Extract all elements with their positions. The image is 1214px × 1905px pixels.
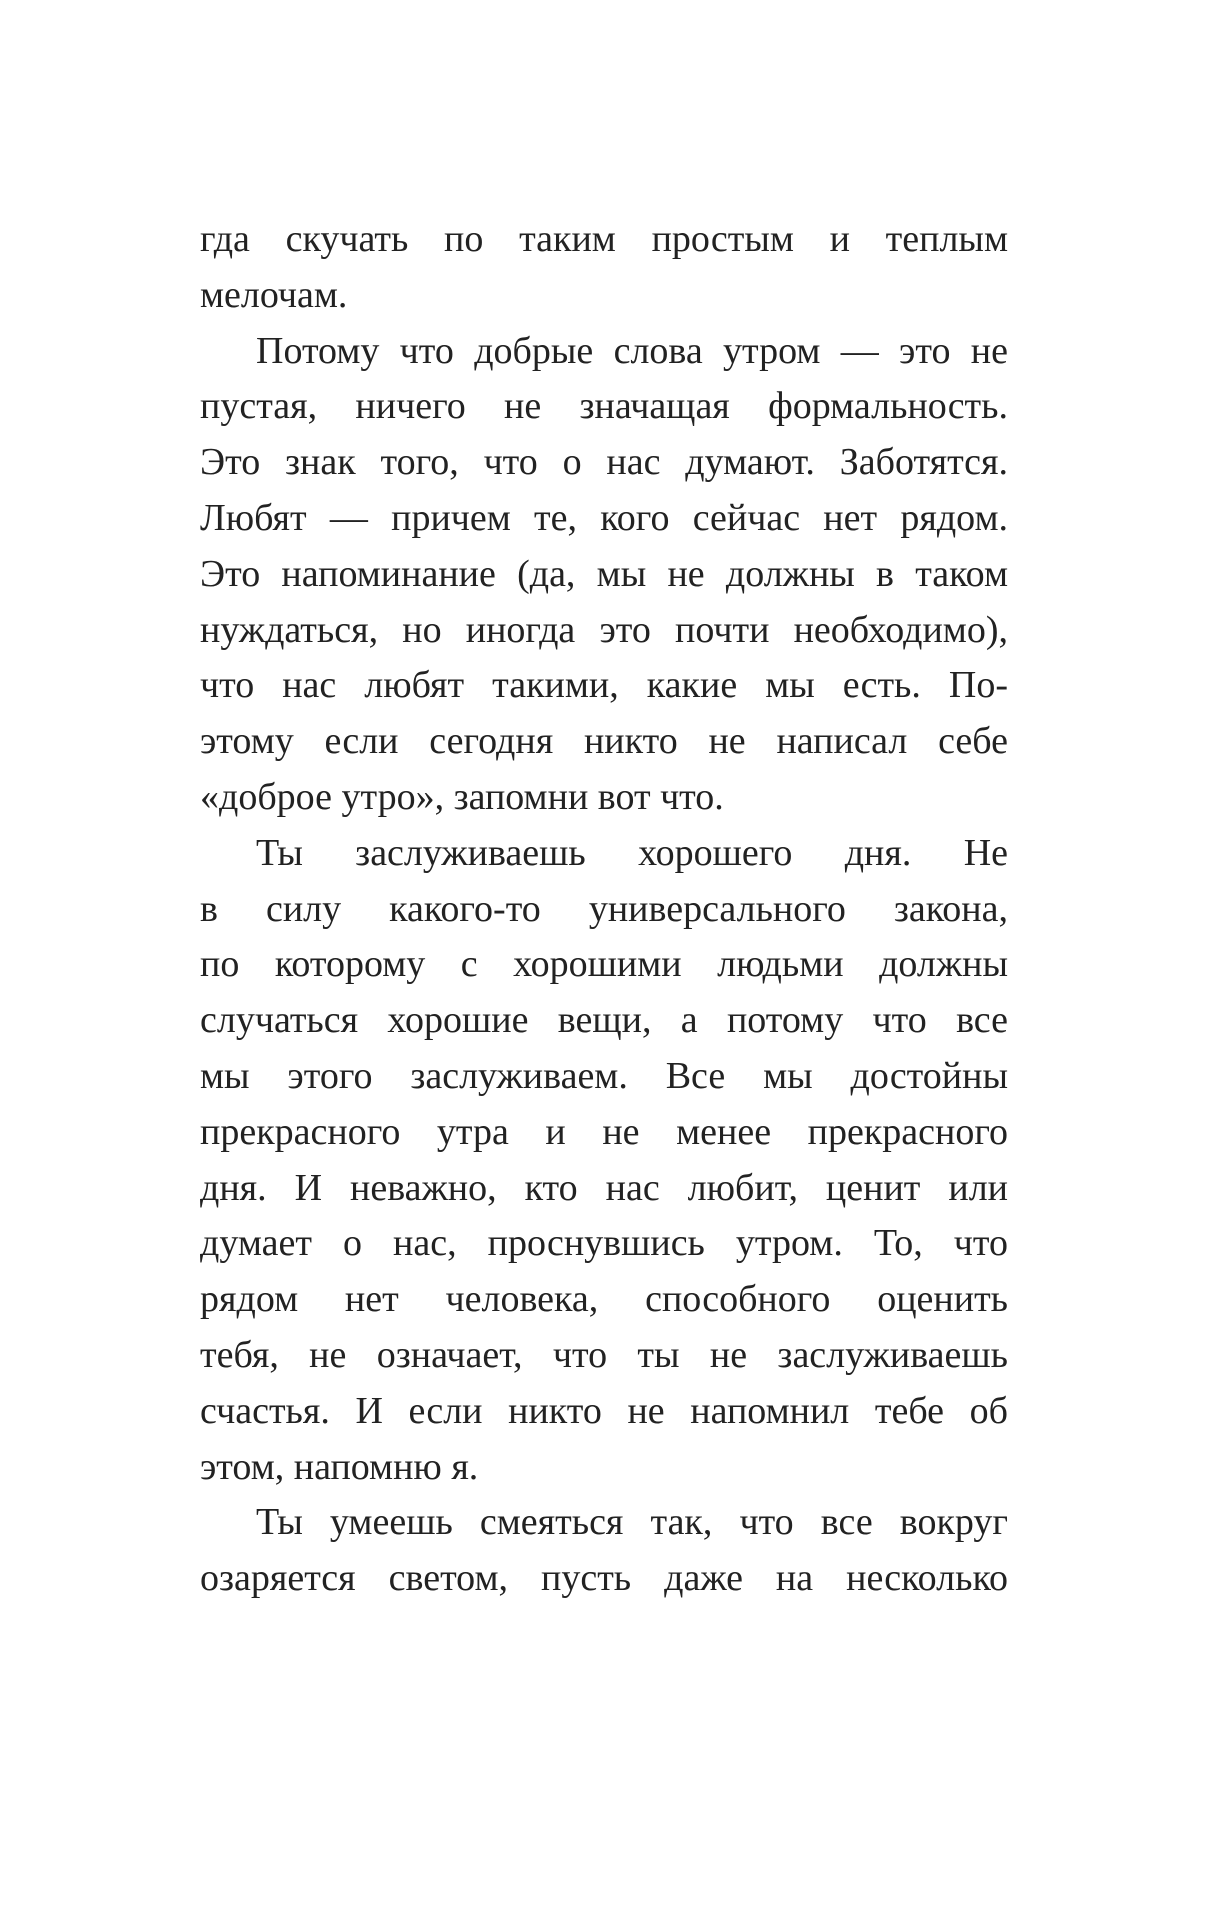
text-line: Любят — причем те, кого сейчас нет рядом. (200, 496, 1008, 539)
text-line: озаряется светом, пусть даже на несколько (200, 1557, 1008, 1600)
paragraph-1 (200, 212, 1008, 324)
text-line: думает о нас, проснувшись утром. То, что (200, 1222, 1008, 1265)
paragraph-2 (200, 324, 1008, 826)
text-line: Ты умеешь смеяться так, что все вокруг (256, 1501, 1008, 1544)
text-line: «доброе утро», запомни вот что. (200, 775, 724, 818)
text-line: рядом нет человека, способного оценить (200, 1278, 1008, 1321)
text-line: прекрасного утра и не менее прекрасного (200, 1110, 1008, 1153)
page-text (200, 212, 1008, 1607)
text-line: тебя, не означает, что ты не заслуживаешь (200, 1333, 1008, 1376)
paragraph-4 (200, 1495, 1008, 1607)
text-line: гда скучать по таким простым и теплым (200, 218, 1008, 260)
paragraph-3 (200, 826, 1008, 1496)
text-line: случаться хорошие вещи, а потому что все (200, 999, 1008, 1042)
text-line: Это напоминание (да, мы не должны в таком (200, 552, 1008, 595)
text-line: Ты заслуживаешь хорошего дня. Не (256, 831, 1008, 874)
text-line: нуждаться, но иногда это почти необходимо), (200, 608, 1008, 651)
text-line: этом, напомню я. (200, 1445, 479, 1488)
text-line: Потому что добрые слова утром — это не (256, 329, 1008, 372)
text-line: счастья. И если никто не напомнил тебе об (200, 1389, 1008, 1432)
text-line: мы этого заслуживаем. Все мы достойны (200, 1054, 1008, 1097)
text-line: что нас любят такими, какие мы есть. По- (200, 664, 1008, 707)
text-line: по которому с хорошими людьми должны (200, 943, 1008, 986)
text-line: в силу какого-то универсального закона, (200, 887, 1008, 930)
text-line: Это знак того, что о нас думают. Заботятся. (200, 441, 1008, 484)
text-line: пустая, ничего не значащая формальность. (200, 385, 1008, 428)
text-line: этому если сегодня никто не написал себе (200, 720, 1008, 763)
text-line: мелочам. (200, 273, 348, 316)
text-line: дня. И неважно, кто нас любит, ценит или (200, 1166, 1008, 1209)
